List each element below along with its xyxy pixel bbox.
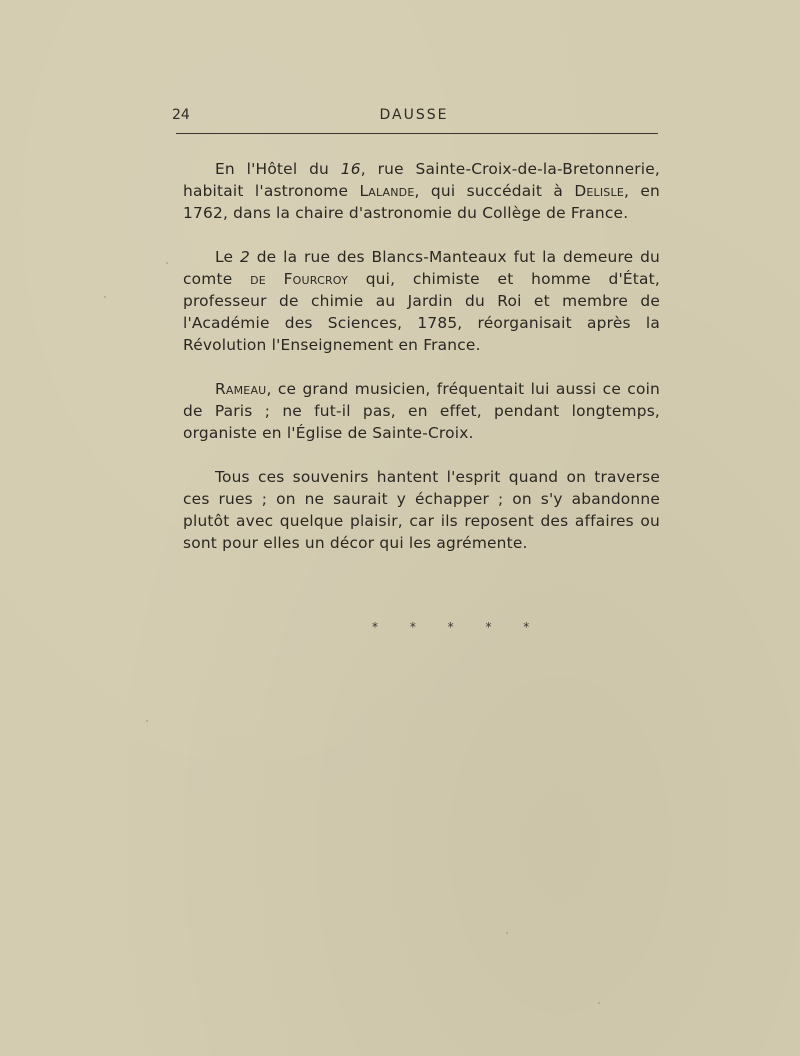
text-run: qui, chimiste et homme d'État, professeur de chimie au Jardin du Roi et membre de l'Académie des Sciences, 1785, réorganisait après la Révolution l'Enseignement en France. — [183, 270, 660, 354]
text-run: En l'Hôtel du — [215, 160, 341, 178]
text-run: Le — [215, 248, 240, 266]
paper-speck — [506, 932, 508, 934]
paragraph-souvenirs — [183, 466, 660, 554]
text-run: , ce grand musicien, fréquentait lui aussi ce coin de Paris ; ne fut-il pas, en effet, pendant longtemps, organiste en l'Église de Sainte-Croix. — [183, 380, 660, 442]
house-number: 16 — [340, 160, 361, 178]
paper-speck — [146, 720, 148, 722]
person-name: Delisle — [574, 182, 624, 200]
paragraph-lalande — [183, 158, 660, 224]
person-name: de Fourcroy — [250, 270, 348, 288]
paper-speck — [166, 262, 168, 264]
section-ornament: * * * * * — [372, 620, 544, 634]
text-run: , en 1762, dans la chaire d'astronomie du Collège de France. — [183, 182, 660, 222]
running-title: DAUSSE — [379, 107, 449, 123]
body-text — [183, 158, 660, 576]
paper-speck — [104, 296, 106, 298]
text-run: Tous ces souvenirs hantent l'esprit quand on traverse ces rues ; on ne saurait y échapper ; on s'y abandonne plutôt avec quelque plaisir, car ils reposent des affaires ou sont pour elles un décor qui les agrémente. — [183, 468, 660, 552]
header-rule — [176, 133, 658, 134]
paper-speck — [598, 1002, 600, 1004]
text-run: de la rue des Blancs-Manteaux fut la demeure du comte — [183, 248, 660, 288]
paragraph-rameau — [183, 378, 660, 444]
page-header — [172, 107, 656, 127]
text-run: , rue Sainte-Croix-de-la-Bretonnerie, habitait l'astronome — [183, 160, 660, 200]
paper-speck — [368, 518, 370, 520]
text-run: , qui succédait à — [414, 182, 575, 200]
house-number: 2 — [239, 248, 250, 266]
person-name: Rameau — [215, 380, 267, 398]
person-name: Lalande — [359, 182, 415, 200]
paragraph-fourcroy — [183, 246, 660, 356]
page-number: 24 — [172, 107, 190, 123]
